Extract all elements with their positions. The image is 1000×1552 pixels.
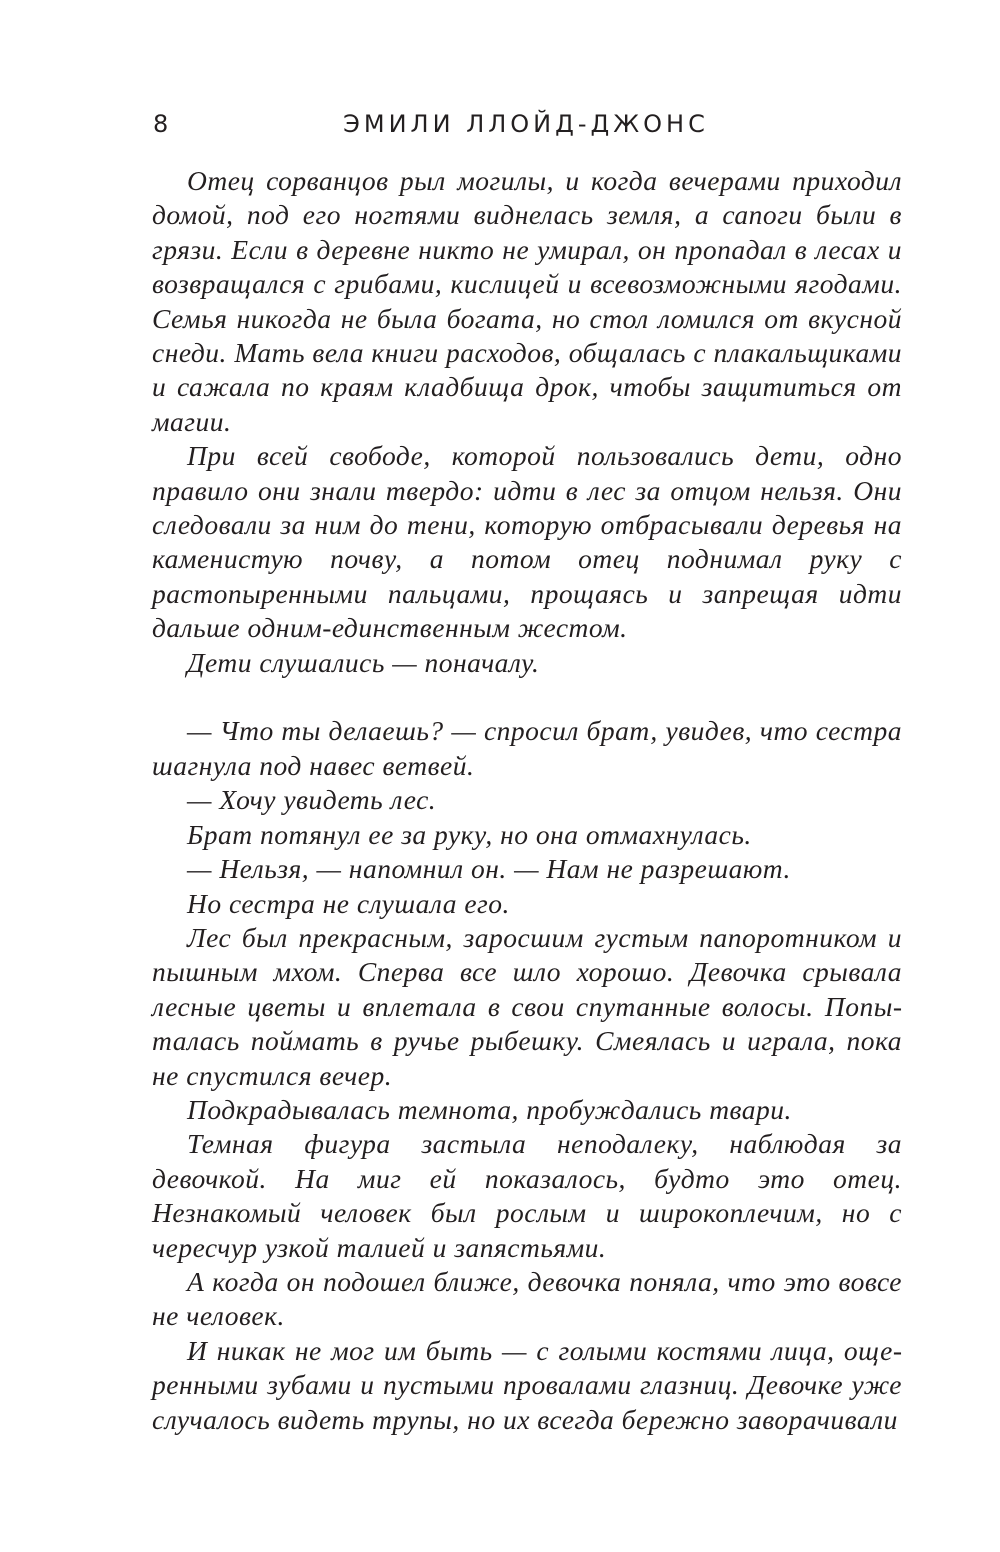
paragraph: — Нельзя, — напомнил он. — Нам не разрешают. — [187, 853, 791, 885]
paragraph: — Хочу увидеть лес. — [187, 784, 437, 816]
paragraph: Отец сорванцов рыл могилы, и когда вечерами приходил домой, под его ногтями виднелась земля, а сапоги были в грязи. Если в деревне никто не умирал, он пропадал в лесах и возвращался с грибами, кислицей и всевозможными ягодами. Семья никогда не была богата, но стол ломился от вкусной снеди. Мать вела книги расходов, общалась с плакальщиками и сажала по краям кладбища дрок, чтобы защититься от магии. — [152, 165, 902, 437]
paragraph: Темная фигура застыла неподалеку, наблюдая за девочкой. На миг ей показалось, будто это отец. Незнакомый человек был рослым и широкоплечим, но с чересчур узкой талией и запястьями. — [152, 1128, 902, 1263]
paragraph: При всей свободе, которой пользовались дети, одно правило они знали твердо: идти в лес за отцом нельзя. Они следовали за ним до тени, которую отбрасывали деревья на каменистую почву, а потом отец поднимал руку с растопыренными пальцами, прощаясь и запрещая идти дальше одним-единственным жестом. — [152, 440, 902, 644]
paragraph: Подкрадывалась темнота, пробуждались твари. — [187, 1093, 792, 1125]
paragraph: — Что ты делаешь? — спросил брат, увидев, что сестра шагнула под навес ветвей. — [152, 715, 902, 781]
paragraph: Брат потянул ее за руку, но она отмахнулась. — [187, 818, 752, 850]
section-break — [152, 680, 902, 714]
paragraph: Но сестра не слушала его. — [187, 887, 510, 919]
page-number: 8 — [153, 110, 173, 138]
paragraph: Дети слушались — поначалу. — [187, 646, 540, 678]
paragraph: И никак не мог им быть — с голыми костями лица, ощеренными зубами и пустыми провалами глазниц. Девочке уже случалось видеть трупы, но их всегда бережно заворачивали — [152, 1334, 902, 1435]
text-body — [152, 164, 902, 1437]
paragraph: А когда он подошел ближе, девочка поняла, что это вовсе не человек. — [152, 1265, 902, 1332]
paragraph: Лес был прекрасным, заросшим густым папоротником и пышным мхом. Сперва все шло хорошо. Девочка срывала лесные цветы и вплетала в свои спутанные волосы. Попыталась поймать в ручье рыбешку. Смеялась и играла, пока не спустился вечер. — [152, 921, 902, 1091]
running-head — [150, 104, 902, 144]
running-title: ЭМИЛИ ЛЛОЙД-ДЖОНС — [343, 110, 709, 138]
